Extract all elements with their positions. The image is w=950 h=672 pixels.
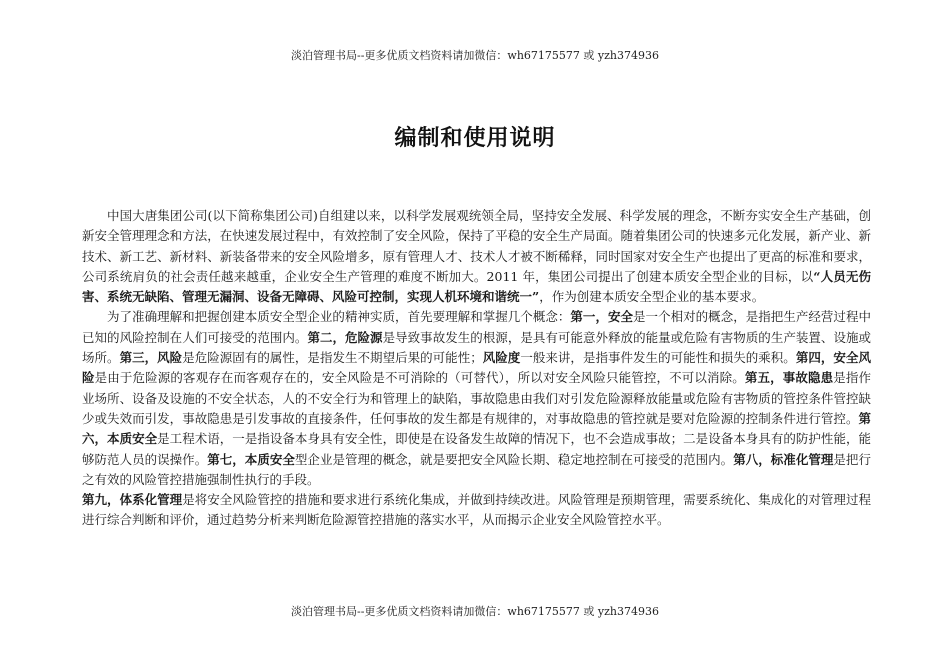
concept-4-text: 是由于危险源的客观存在而客观存在的，安全风险是不可消除的（可替代），所以对安全风险只能管控，不可以消除。 [94, 370, 745, 386]
concept-8-term: 第八，标准化管理 [733, 451, 834, 467]
paragraph-intro [82, 206, 871, 307]
concept-1-term: 第一，安全 [570, 309, 634, 325]
concept-3b-term: 风险度 [482, 350, 521, 366]
intro-text-a: 中国大唐集团公司(以下简称集团公司)自组建以来，以科学发展观统领全局，坚持安全发展、科学发展的理念，不断夯实安全生产基础，创新安全管理理念和方法，在快速发展过程中，有效控制了安全风险，保持了平稳的安全生产局面。随着集团公司的快速多元化发展，新产业、新技术、新工艺、新材料、新装备带来的安全风险增多，原有管理人才、技术人才被不断稀释，同时国家对安全生产也提出了更高的标准和要求，公司系统肩负的社会责任越来越重，企业安全生产管理的难度不断加大。2011 年，集团公司提出了创建本质安全型企业的目标，以 [82, 208, 871, 284]
document-body [82, 206, 871, 531]
concept-3-text: 是危险源固有的属性，是指发生不期望后果的可能性； [182, 350, 483, 366]
concept-9-term: 第九，体系化管理 [82, 492, 183, 508]
concept-8-text: 是把行之有效的风险管控措施强制性执行的手段。 [82, 451, 871, 487]
page-header: 淡泊管理书局--更多优质文档资料请加微信：wh67175577 或 yzh374936 [291, 49, 659, 62]
concept-6-text: 是工程术语，一是指设备本身具有安全性，即使是在设备发生故障的情况下，也不会造成事故；二是设备本身具有的防护性能，能够防范人员的误操作。 [82, 431, 871, 467]
intro-bold-requirement: “人员无伤害、系统无缺陷、管理无漏洞、设备无障碍、风险可控制，实现人机环境和谐统一” [82, 268, 871, 305]
concept-7-term: 第七，本质安全 [207, 451, 295, 467]
concept-5-text: 是指作业场所、设备及设施的不安全状态，人的不安全行为和管理上的缺陷，事故隐患由我们对引发危险源释放能量或危险有害物质的管控条件管控缺少或失效而引发，事故隐患是引发事故的直接条件，任何事故的发生都是有规律的，对事故隐患的管控就是要对危险源的控制条件进行管控。 [82, 370, 871, 426]
concept-7-text: 型企业是管理的概念，就是要把安全风险长期、稳定地控制在可接受的范围内。 [294, 451, 734, 467]
concept-3-term: 第三，风险 [119, 350, 183, 366]
concept-2-term: 第二，危险源 [307, 329, 383, 345]
paragraph-concept-9 [82, 490, 871, 531]
concept-6-term: 第六，本质安全 [82, 410, 871, 447]
concept-4-term: 第四，安全风险 [82, 350, 871, 386]
concepts-lead: 为了准确理解和把握创建本质安全型企业的精神实质，首先要理解和掌握几个概念： [107, 309, 571, 325]
intro-text-c: ，作为创建本质安全型企业的基本要求。 [539, 289, 765, 305]
paragraph-concepts [82, 307, 871, 490]
concept-1-text: 是一个相对的概念，是指把生产经营过程中已知的风险控制在人们可接受的范围内。 [82, 309, 871, 345]
concept-2-text: 是导致事故发生的根源，是具有可能意外释放的能量或危险有害物质的生产装置、设施或场所。 [82, 329, 871, 366]
concept-9-text: 是将安全风险管控的措施和要求进行系统化集成，并做到持续改进。风险管理是预期管理，需要系统化、集成化的对管理过程进行综合判断和评价，通过趋势分析来判断危险源管控措施的落实水平，从而揭示企业安全风险管控水平。 [82, 492, 871, 528]
concept-5-term: 第五，事故隐患 [744, 370, 834, 386]
page-title: 编制和使用说明 [394, 126, 556, 151]
concept-3b-text: 一般来讲，是指事件发生的可能性和损失的乘积。 [520, 350, 796, 366]
page-footer: 淡泊管理书局--更多优质文档资料请加微信：wh67175577 或 yzh374936 [291, 605, 659, 618]
